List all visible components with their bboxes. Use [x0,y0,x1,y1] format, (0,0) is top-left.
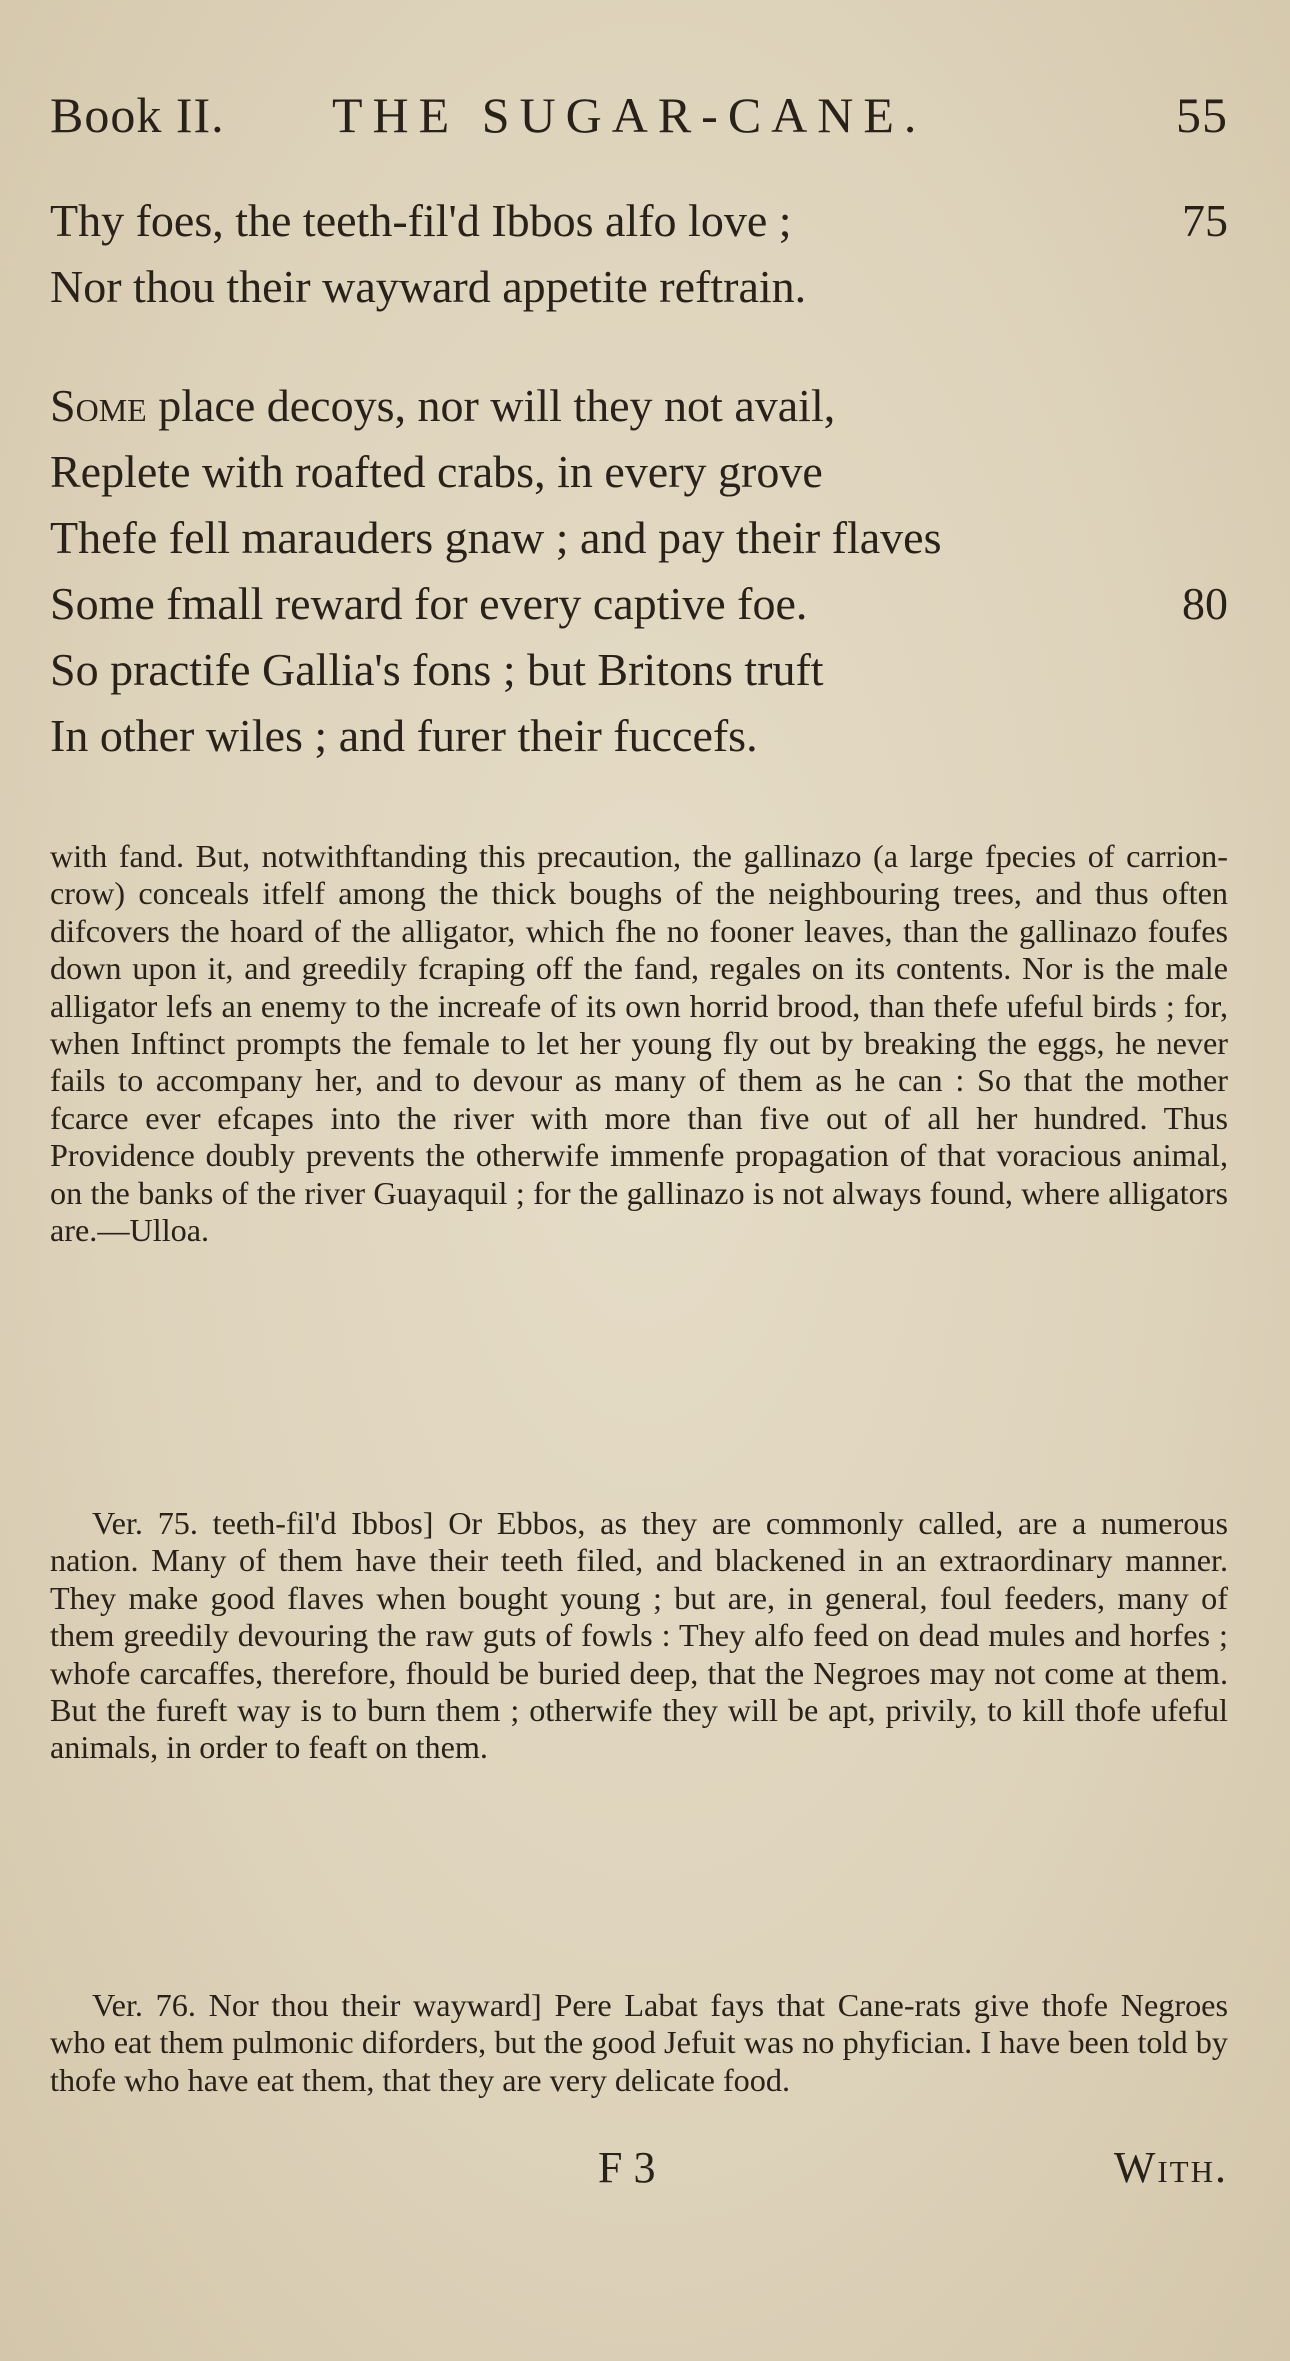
verse-text: In other wiles ; and furer their fuccefs. [50,710,758,761]
footnote-ver-76: Ver. 76. Nor thou their wayward] Pere Labat fays that Cane-rats give thofe Negroes who eat them pulmonic diforders, but the good Jefuit was no phyfician. I have been told by thofe who have eat them, that they are very delicate food. [50,1987,1228,2098]
verse-text: Thy foes, the teeth-fil'd Ibbos alfo love ; [50,195,792,246]
verse-line [50,571,1228,637]
verse-first-word: Some [50,380,147,431]
footnote-ulloa: with fand. But, notwithftanding this precaution, the gallinazo (a large fpecies of carrion-crow) conceals itfelf among the thick boughs of the neighbouring trees, and thus often difcovers the hoard of the alligator, which fhe no fooner leaves, than the gallinazo foufes down upon it, and greedily fcraping off the fand, regales on its contents. Nor is the male alligator lefs an enemy to the increafe of its own horrid brood, than thefe ufeful birds ; for, when Inftinct prompts the female to let her young fly out by breaking the eggs, he never fails to accompany her, and to devour as many of them as he can : So that the mother fcarce ever efcapes into the river with more than five out of all her hundred. Thus Providence doubly prevents the otherwife immenfe propagation of that voracious animal, on the banks of the river Guayaquil ; for the gallinazo is not always found, where alligators are.—Ulloa. [50,838,1228,1249]
verse-line [50,439,1228,505]
verse-text: Replete with roafted crabs, in every grove [50,446,823,497]
verse-text: Thefe fell marauders gnaw ; and pay their flaves [50,512,942,563]
signature-mark: F 3 [598,2143,656,2192]
running-title: THE SUGAR-CANE. [332,87,927,143]
catchword: With. [1113,2143,1228,2192]
verse-line [50,188,1228,254]
verse-line [50,637,1228,703]
verse-line [50,505,1228,571]
running-header [50,86,1228,156]
book-label: Book II. [50,87,225,143]
verse-line [50,373,1228,439]
page-number: 55 [1176,87,1228,143]
verse-text: place decoys, nor will they not avail, [146,380,836,431]
verse-text: Some fmall reward for every captive foe. [50,578,808,629]
poem-stanza-2 [50,373,1228,769]
poem-stanza-1 [50,188,1228,320]
verse-text: Nor thou their wayward appetite reftrain. [50,261,807,312]
line-number: 75 [1182,195,1228,246]
verse-line [50,254,1228,320]
line-number: 80 [1182,578,1228,629]
footnote-ver-75: Ver. 75. teeth-fil'd Ibbos] Or Ebbos, as they are commonly called, are a numerous nation. Many of them have their teeth filed, and blackened in an extraordinary manner. They make good flaves when bought young ; but are, in general, foul feeders, many of them greedily devouring the raw guts of fowls : They alfo feed on dead mules and horfes ; whofe carcaffes, therefore, fhould be buried deep, that the Negroes may not come at them. But the fureft way is to burn them ; otherwife they will be apt, privily, to kill thofe ufeful animals, in order to feaft on them. [50,1505,1228,1766]
verse-line [50,703,1228,769]
verse-text: So practife Gallia's fons ; but Britons truft [50,644,824,695]
page-footer [50,2142,1228,2212]
